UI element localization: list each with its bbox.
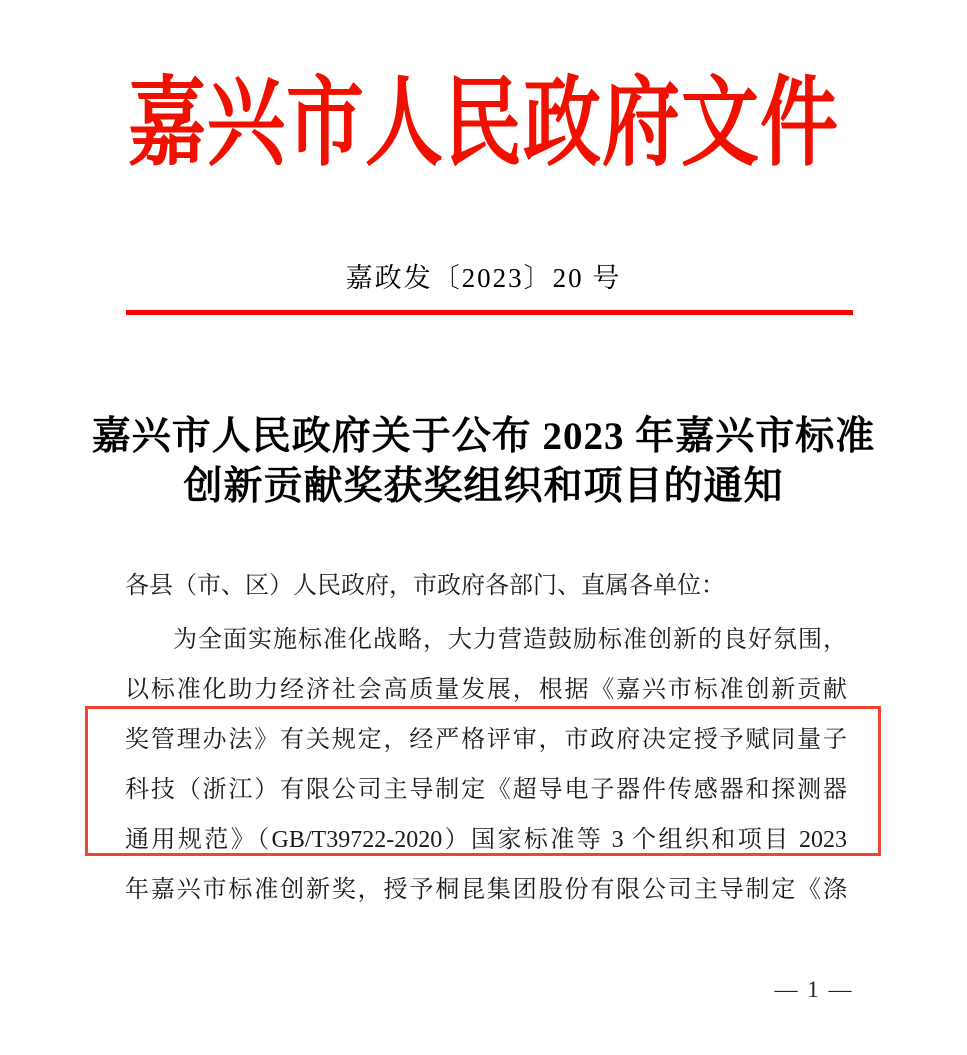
document-title-line1: 嘉兴市人民政府关于公布 2023 年嘉兴市标准 (91, 415, 876, 458)
body-line: 为全面实施标准化战略，大力营造鼓励标准创新的良好氛围， (173, 627, 847, 653)
salutation-line: 各县（市、区）人民政府，市政府各部门、直属各单位： (125, 573, 725, 599)
body-line: 以标准化助力经济社会高质量发展，根据《嘉兴市标准创新贡献 (125, 677, 847, 703)
page-number: — 1 — (774, 977, 854, 1002)
doc-number: 嘉政发〔2023〕20 号 (345, 263, 622, 293)
letterhead-title: 嘉兴市人民政府文件 (127, 69, 839, 178)
body-line: 科技（浙江）有限公司主导制定《超导电子器件传感器和探测器 (125, 777, 847, 803)
red-divider-line (126, 310, 853, 315)
body-line: 通用规范》（GB/T39722-2020）国家标准等 3 个组织和项目 2023 (125, 827, 847, 853)
body-line: 年嘉兴市标准创新奖，授予桐昆集团股份有限公司主导制定《涤 (125, 877, 847, 903)
document-body (125, 558, 847, 915)
document-title-line2: 创新贡献奖获奖组织和项目的通知 (183, 465, 784, 508)
body-line: 奖管理办法》有关规定，经严格评审，市政府决定授予赋同量子 (125, 727, 847, 753)
document-title (0, 412, 967, 512)
